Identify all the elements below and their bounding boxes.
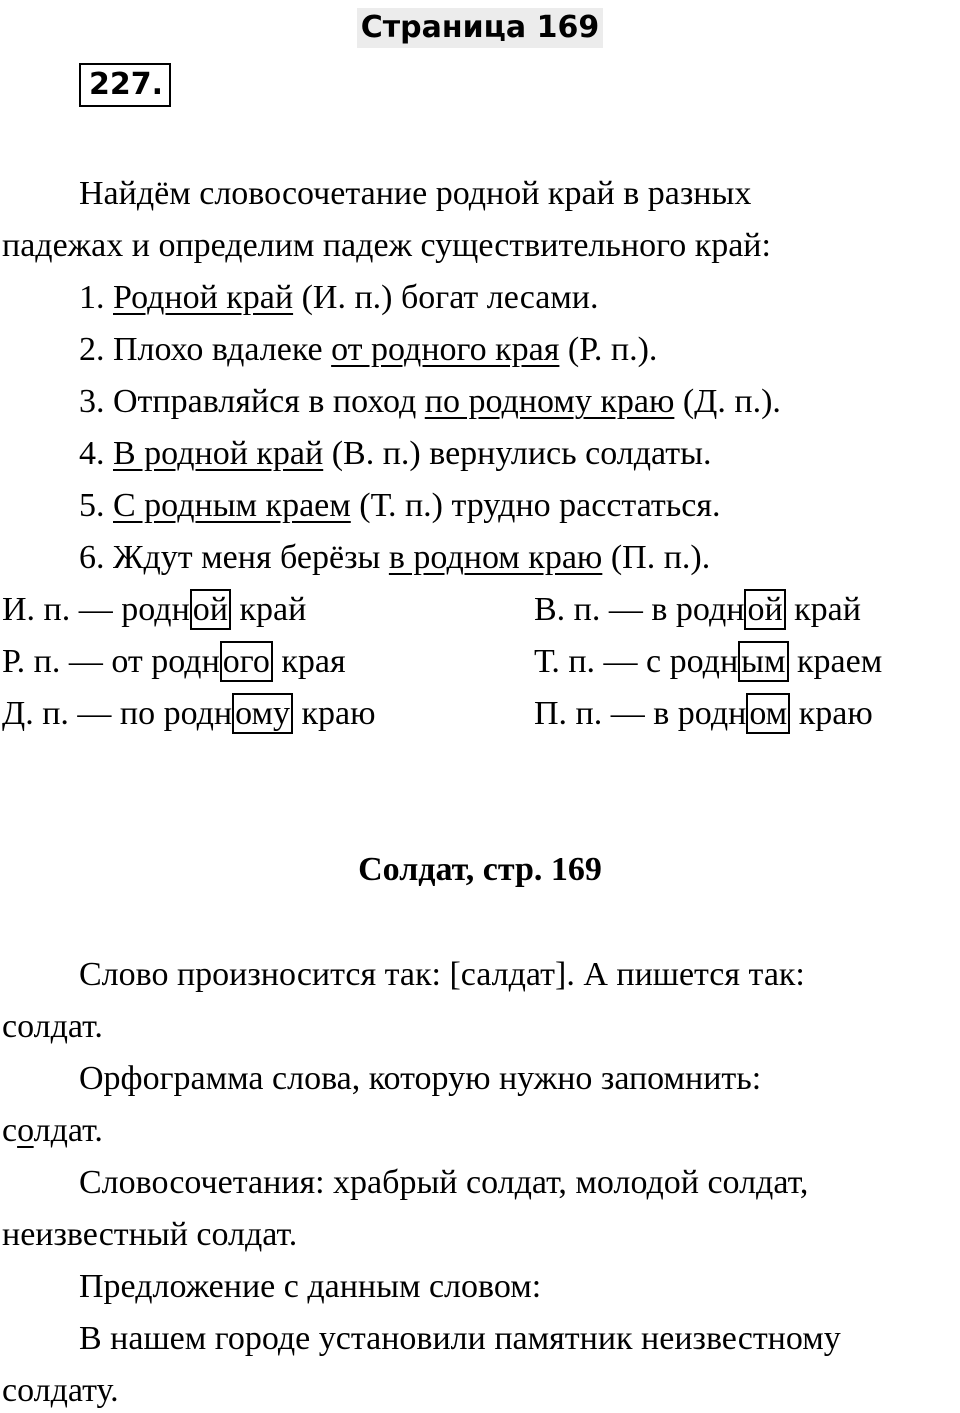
ending-box: ой (190, 589, 231, 630)
intro-line-2: падежах и определим падеж существительного край: (2, 227, 771, 264)
case-genitive: Р. п. — от родного края (2, 643, 346, 680)
ending-box: ого (220, 641, 273, 682)
phrases-line-2: неизвестный солдат. (2, 1216, 298, 1253)
ending-box: ой (744, 589, 785, 630)
section-title: Солдат, стр. 169 (358, 851, 602, 888)
intro-line-1: Найдём словосочетание родной край в разных (79, 175, 752, 212)
case-instrumental: Т. п. — с родным краем (534, 643, 883, 680)
sentence-1: 1. Родной край (И. п.) богат лесами. (79, 279, 599, 316)
sentence-4: 4. В родной край (В. п.) вернулись солдаты. (79, 435, 712, 472)
phrases-line-1: Словосочетания: храбрый солдат, молодой солдат, (79, 1164, 809, 1201)
exercise-number: 227. (79, 63, 171, 107)
sentence-3: 3. Отправляйся в поход по родному краю (Д. п.). (79, 383, 781, 420)
case-accusative: В. п. — в родной край (534, 591, 861, 628)
page-header (0, 8, 960, 48)
orthogram-line-1: Орфограмма слова, которую нужно запомнить: (79, 1060, 762, 1097)
case-prepositional: П. п. — в родном краю (534, 695, 873, 732)
ending-box: ому (232, 693, 293, 734)
page-label: Страница 169 (357, 8, 603, 48)
orthogram-letter: о (17, 1112, 34, 1149)
case-dative: Д. п. — по родному краю (2, 695, 376, 732)
sentence-6: 6. Ждут меня берёзы в родном краю (П. п.). (79, 539, 711, 576)
sentence-heading: Предложение с данным словом: (79, 1268, 542, 1305)
ending-box: ым (738, 641, 788, 682)
orthogram-line-2: солдат. (2, 1112, 103, 1149)
sentence-2: 2. Плохо вдалеке от родного края (Р. п.). (79, 331, 658, 368)
example-line-1: В нашем городе установили памятник неизвестному (79, 1320, 841, 1357)
pronunciation-line-2: солдат. (2, 1008, 103, 1045)
sentence-5: 5. С родным краем (Т. п.) трудно расстаться. (79, 487, 721, 524)
example-line-2: солдату. (2, 1372, 119, 1409)
case-nominative: И. п. — родной край (2, 591, 307, 628)
ending-box: ом (746, 693, 790, 734)
pronunciation-line-1: Слово произносится так: [салдат]. А пишется так: (79, 956, 805, 993)
